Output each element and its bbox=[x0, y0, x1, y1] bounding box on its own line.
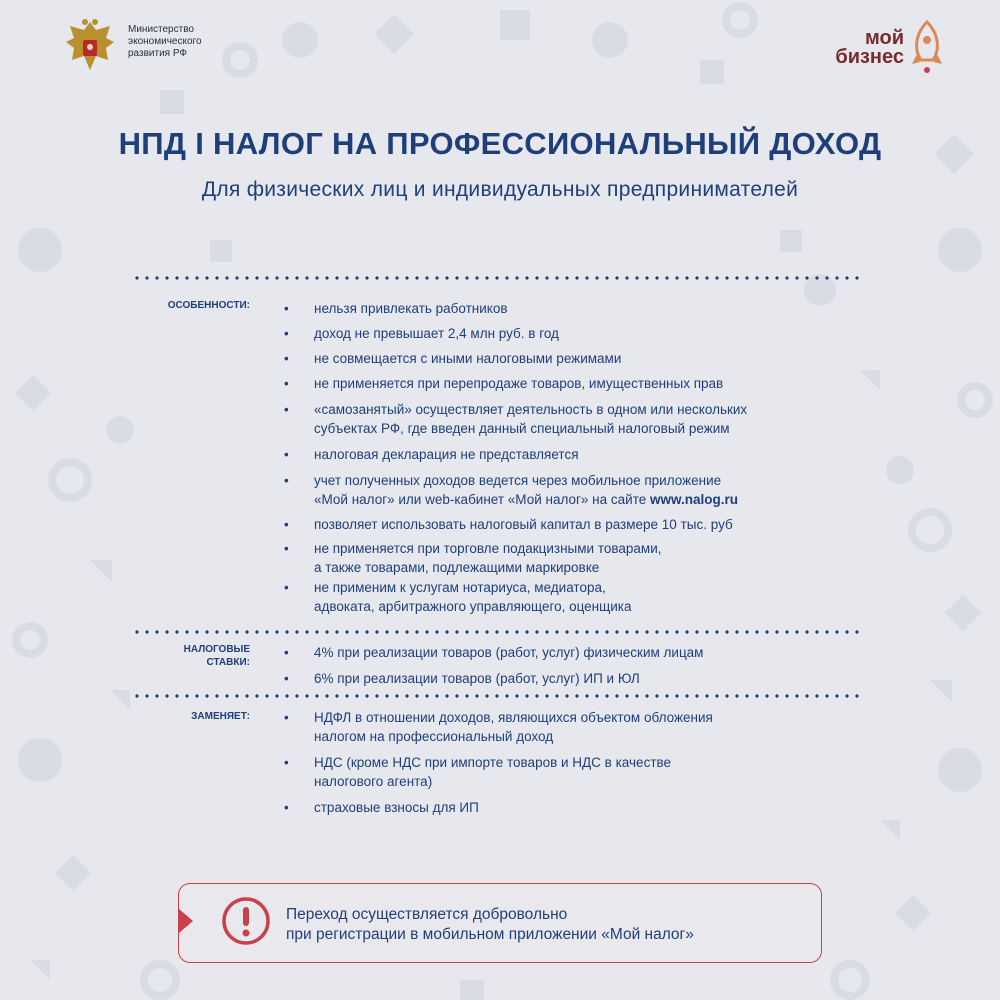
list-item: • нельзя привлекать работников bbox=[284, 301, 508, 316]
moy-biznes-logo bbox=[835, 20, 944, 76]
bullet-icon: • bbox=[284, 645, 289, 660]
section-label-replaces: ЗАМЕНЯЕТ: bbox=[191, 711, 250, 722]
bullet-icon: • bbox=[284, 447, 289, 462]
rocket-icon bbox=[910, 20, 944, 76]
list-item bbox=[284, 471, 864, 509]
bullet-icon: • bbox=[284, 326, 289, 341]
brand-line-2: бизнес bbox=[835, 46, 904, 68]
notice-text: Переход осуществляется добровольно при регистрации в мобильном приложении «Мой налог» bbox=[286, 906, 694, 943]
list-item: • НДФЛ в отношении доходов, являющихся объектом обложения налогом на профессиональный доход bbox=[284, 710, 713, 744]
list-item: • страховые взносы для ИП bbox=[284, 800, 479, 815]
list-item: • не применяется при торговле подакцизными товарами, а также товарами, подлежащими маркировке bbox=[284, 541, 662, 575]
ministry-header bbox=[62, 16, 218, 76]
bullet-icon: • bbox=[284, 580, 289, 595]
dotted-divider bbox=[132, 276, 862, 280]
list-item: • не применяется при перепродаже товаров, имущественных прав bbox=[284, 376, 724, 391]
bullet-icon: • bbox=[284, 710, 289, 725]
list-item: • налоговая декларация не представляется bbox=[284, 447, 579, 462]
bullet-icon: • bbox=[284, 473, 289, 488]
page-title: НПД I НАЛОГ НА ПРОФЕССИОНАЛЬНЫЙ ДОХОД bbox=[118, 126, 882, 161]
list-item: • не применим к услугам нотариуса, медиатора, адвоката, арбитражного управляющего, оценщика bbox=[284, 580, 632, 614]
bullet-icon: • bbox=[284, 376, 289, 391]
item-text: учет полученных доходов ведется через мобильное приложение «Мой налог» или web-кабинет «Мой налог» на сайте bbox=[314, 473, 722, 507]
brand-line-1: мой bbox=[864, 27, 904, 49]
bullet-icon: • bbox=[284, 301, 289, 316]
exclamation-circle-icon bbox=[221, 896, 271, 946]
section-label-features: ОСОБЕННОСТИ: bbox=[167, 300, 250, 311]
bullet-icon: • bbox=[284, 351, 289, 366]
dotted-divider bbox=[132, 694, 862, 698]
ministry-name: Министерство экономического развития РФ bbox=[128, 24, 202, 59]
list-item: • «самозанятый» осуществляет деятельность в одном или нескольких субъектах РФ, где введен данный специальный налоговый режим bbox=[284, 402, 748, 436]
nalog-site-link[interactable]: www.nalog.ru bbox=[649, 492, 738, 507]
coat-of-arms-icon bbox=[62, 16, 118, 76]
list-item: • НДС (кроме НДС при импорте товаров и НДС в качестве налогового агента) bbox=[284, 755, 672, 789]
page-subtitle: Для физических лиц и индивидуальных предпринимателей bbox=[201, 178, 799, 201]
bullet-icon: • bbox=[284, 755, 289, 770]
list-item: • 6% при реализации товаров (работ, услуг) ИП и ЮЛ bbox=[284, 671, 640, 686]
list-item: • не совмещается с иными налоговыми режимами bbox=[284, 351, 622, 366]
section-label-rates: НАЛОГОВЫЕ СТАВКИ: bbox=[183, 644, 250, 668]
bullet-icon: • bbox=[284, 800, 289, 815]
list-item: • позволяет использовать налоговый капитал в размере 10 тыс. руб bbox=[284, 517, 733, 532]
list-item: • доход не превышает 2,4 млн руб. в год bbox=[284, 326, 559, 341]
bullet-icon: • bbox=[284, 541, 289, 556]
arrow-right-icon bbox=[179, 909, 195, 933]
bullet-icon: • bbox=[284, 402, 289, 417]
bullet-icon: • bbox=[284, 671, 289, 686]
bullet-icon: • bbox=[284, 517, 289, 532]
list-item: • 4% при реализации товаров (работ, услуг) физическим лицам bbox=[284, 645, 704, 660]
dotted-divider bbox=[132, 630, 862, 634]
